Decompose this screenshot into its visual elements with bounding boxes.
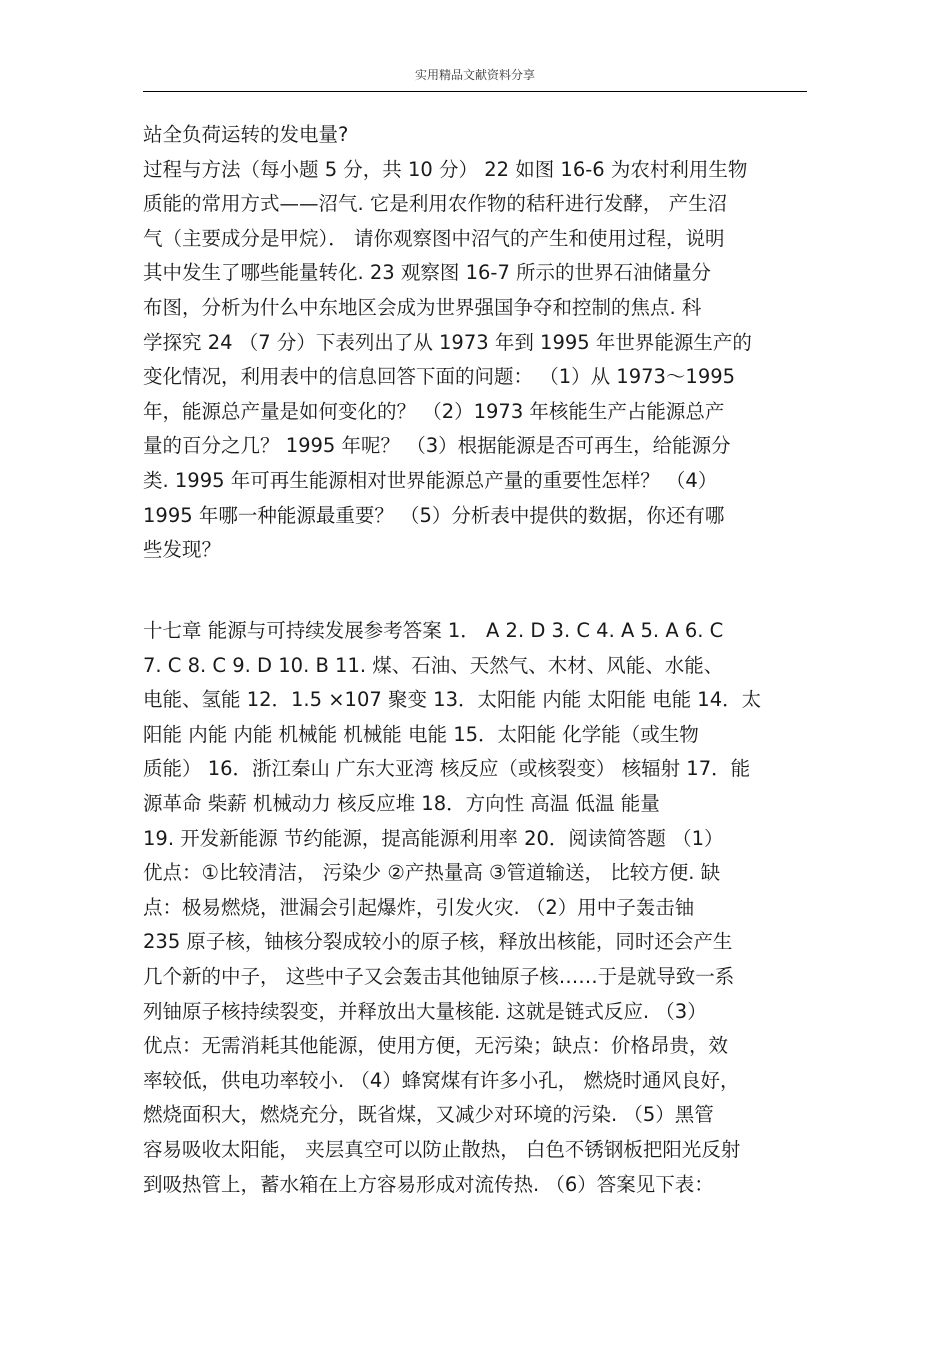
text-line: 量的百分之几？ 1995 年呢？ （3）根据能源是否可再生，给能源分	[143, 434, 731, 458]
text-line: 点：极易燃烧，泄漏会引起爆炸，引发火灾. （2）用中子轰击铀	[143, 895, 695, 919]
text-line: 电能、氢能 12．1.5 ×107 聚变 13．太阳能 内能 太阳能 电能 14．太	[143, 688, 762, 712]
text-line: 类. 1995 年可再生能源相对世界能源总产量的重要性怎样？ （4）	[143, 468, 718, 492]
text-line: 站全负荷运转的发电量?	[143, 123, 349, 146]
text-line: 7. C 8. C 9. D 10. B 11. 煤、石油、天然气、木材、风能、水能、	[143, 653, 724, 677]
text-line: 1995 年哪一种能源最重要？ （5）分析表中提供的数据，你还有哪	[143, 503, 725, 527]
text-line: 率较低，供电功率较小. （4）蜂窝煤有许多小孔， 燃烧时通风良好，	[143, 1068, 740, 1092]
text-line: 布图，分析为什么中东地区会成为世界强国争夺和控制的焦点. 科	[143, 295, 702, 319]
text-line: 学探究 24 （7 分）下表列出了从 1973 年到 1995 年世界能源生产的	[143, 330, 752, 354]
text-line: 到吸热管上，蓄水箱在上方容易形成对流传热. （6）答案见下表：	[143, 1172, 714, 1196]
text-line: 燃烧面积大，燃烧充分，既省煤，又减少对环境的污染. （5）黑管	[143, 1103, 714, 1127]
text-line: 过程与方法（每小题 5 分，共 10 分） 22 如图 16-6 为农村利用生物	[143, 157, 748, 181]
header-rule	[143, 91, 807, 92]
text-line: 年，能源总产量是如何变化的？ （2）1973 年核能生产占能源总产	[143, 399, 725, 423]
question-paragraph	[143, 118, 823, 568]
text-line: 质能的常用方式——沼气. 它是利用农作物的秸秆进行发酵， 产生沼	[143, 192, 728, 216]
text-line: 几个新的中子， 这些中子又会轰击其他铀原子核……于是就导致一系	[143, 964, 735, 988]
text-line: 质能） 16．浙江秦山 广东大亚湾 核反应（或核裂变） 核辐射 17．能	[143, 757, 751, 781]
text-line: 些发现？	[143, 538, 222, 562]
text-line: 19. 开发新能源 节约能源，提高能源利用率 20．阅读简答题 （1）	[143, 826, 724, 850]
text-line: 气（主要成分是甲烷）． 请你观察图中沼气的产生和使用过程，说明	[143, 226, 725, 250]
text-line: 235 原子核，铀核分裂成较小的原子核，释放出核能，同时还会产生	[143, 930, 733, 954]
page-header: 实用精品文献资料分享	[414, 68, 535, 82]
text-line: 优点：①比较清洁， 污染少 ②产热量高 ③管道输送， 比较方便. 缺	[143, 861, 721, 885]
text-line: 阳能 内能 内能 机械能 机械能 电能 15．太阳能 化学能（或生物	[143, 722, 699, 746]
text-line: 容易吸收太阳能， 夹层真空可以防止散热， 白色不锈钢板把阳光反射	[143, 1137, 741, 1161]
text-line: 十七章 能源与可持续发展参考答案 1． A 2. D 3. C 4. A 5. A 6. C	[143, 619, 724, 642]
text-line: 优点：无需消耗其他能源，使用方便，无污染；缺点：价格昂贵，效	[143, 1034, 729, 1058]
text-line: 变化情况，利用表中的信息回答下面的问题： （1）从 1973～1995	[143, 365, 736, 389]
answer-paragraph	[143, 614, 823, 1202]
text-line: 列铀原子核持续裂变，并释放出大量核能. 这就是链式反应. （3）	[143, 999, 707, 1023]
text-line: 其中发生了哪些能量转化. 23 观察图 16-7 所示的世界石油储量分	[143, 261, 712, 285]
text-line: 源革命 柴薪 机械动力 核反应堆 18．方向性 高温 低温 能量	[143, 791, 660, 815]
